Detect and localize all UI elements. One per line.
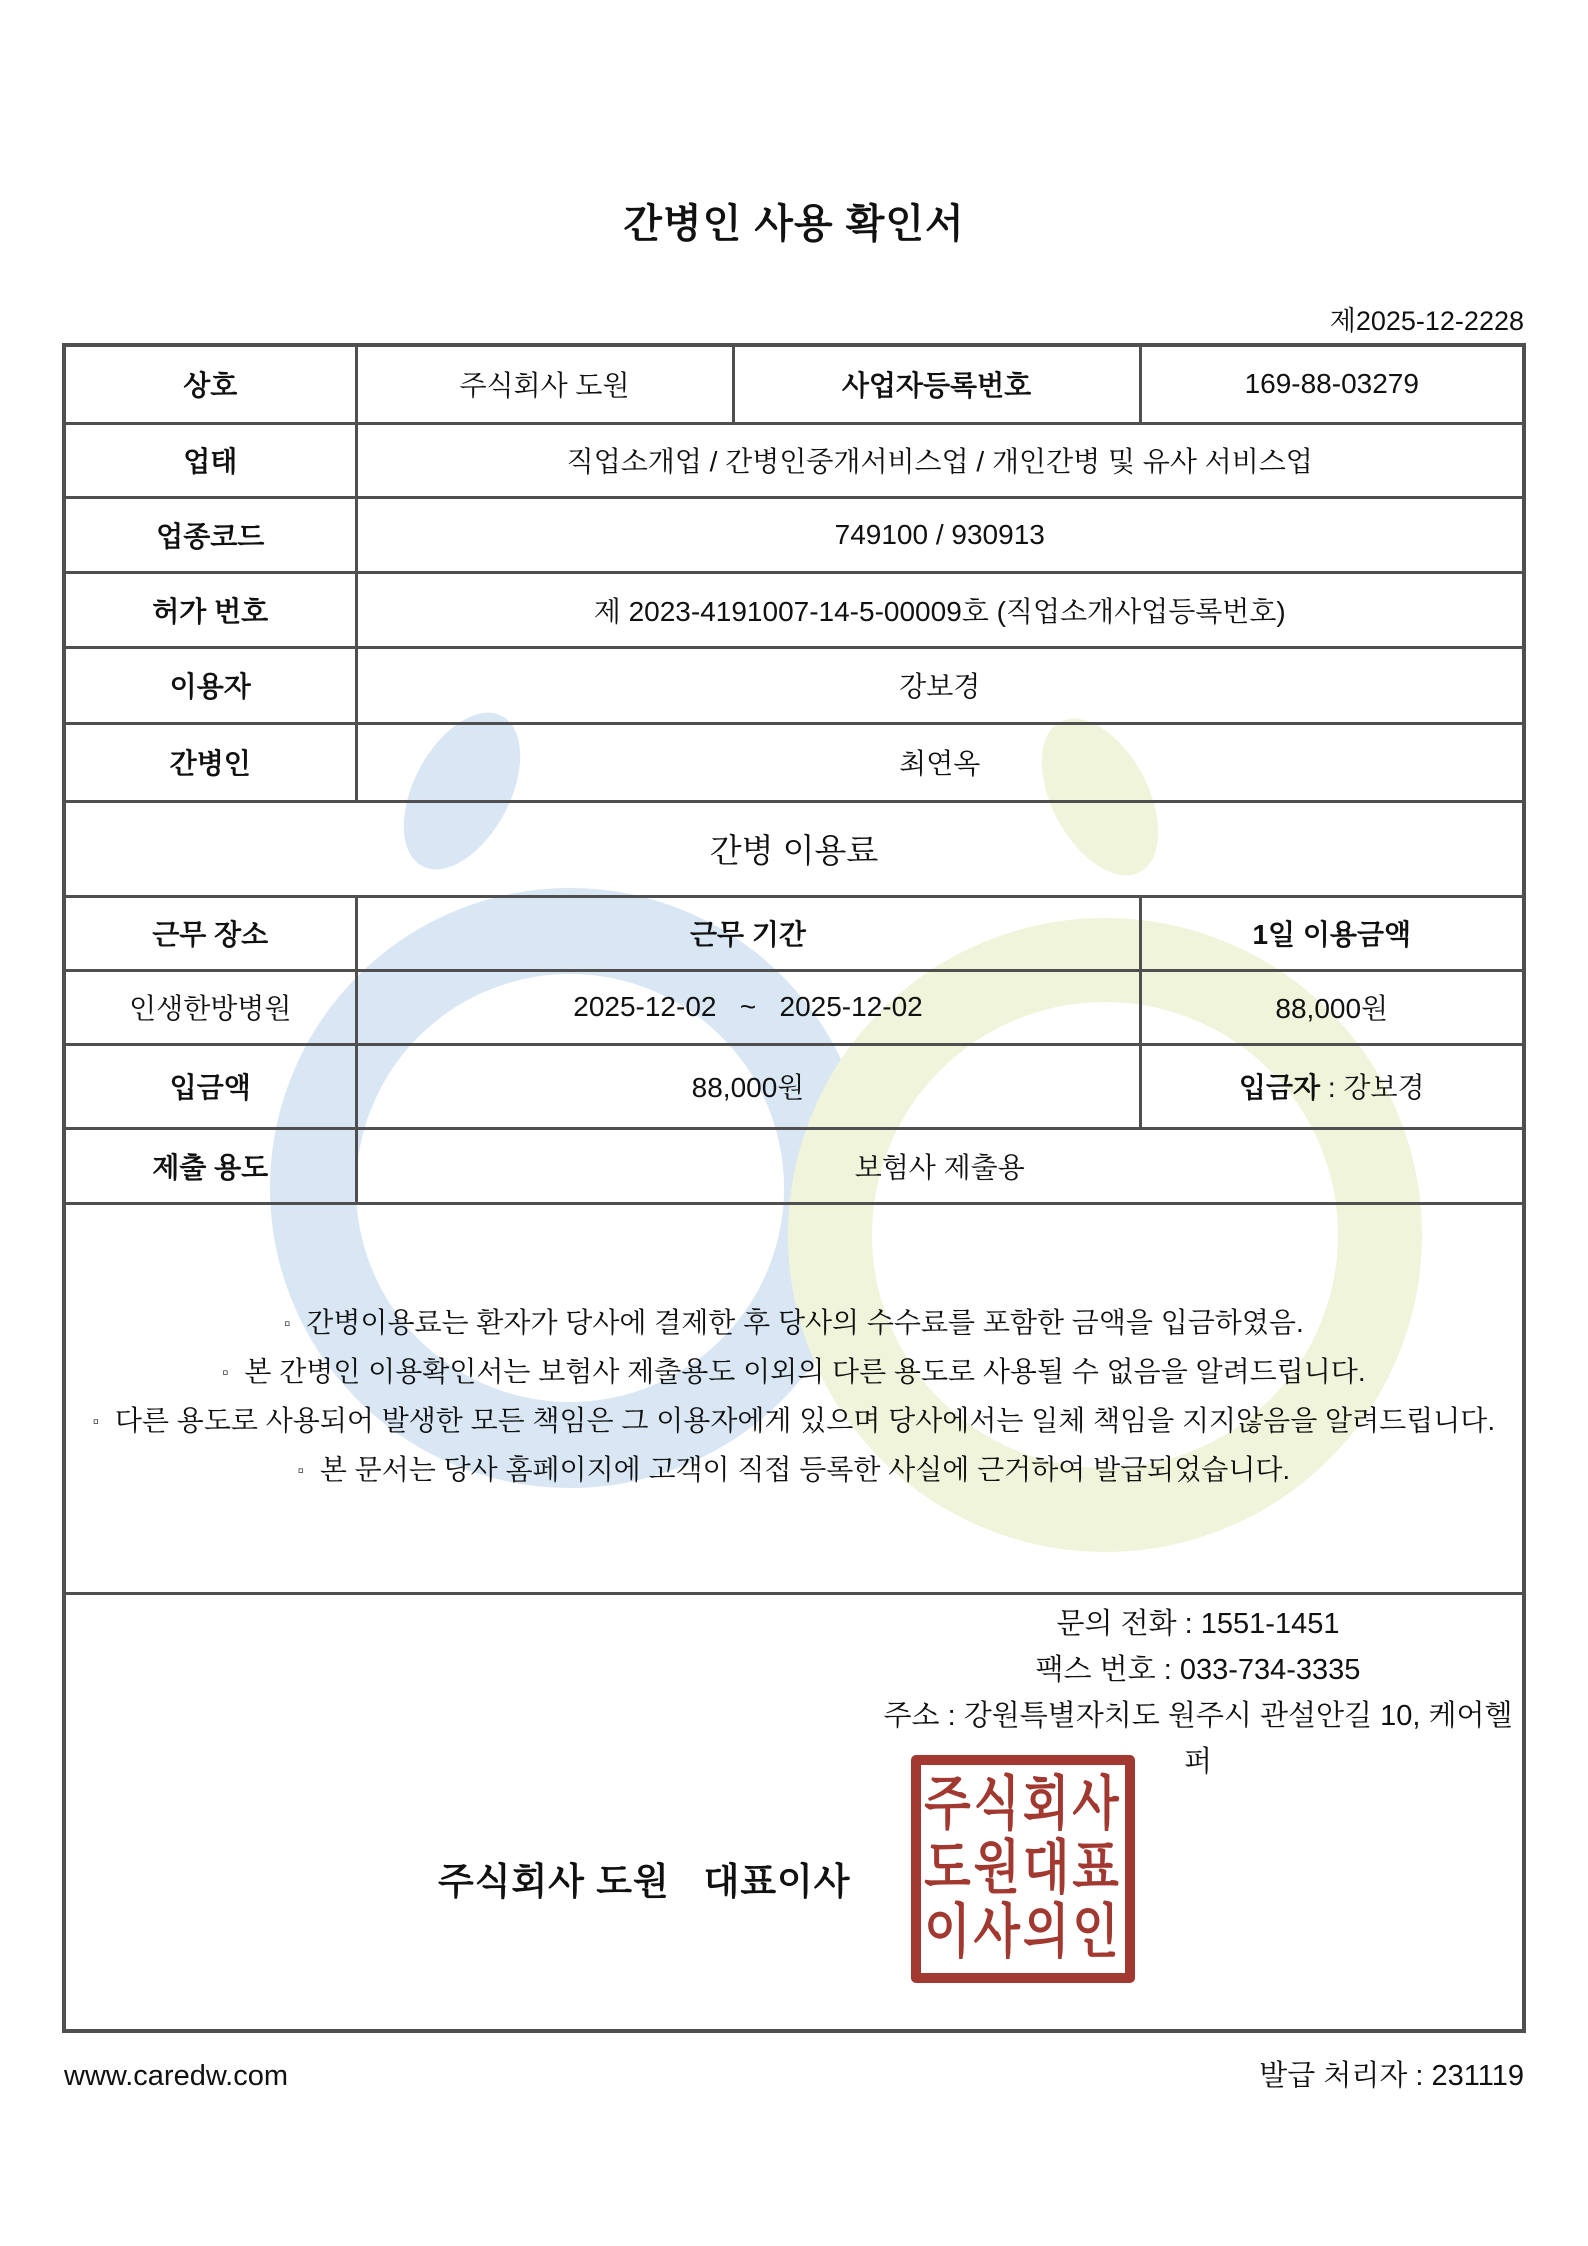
caregiver-value: 최연옥 bbox=[356, 723, 1524, 801]
corporate-seal-stamp bbox=[911, 1755, 1135, 1983]
contact-fax: 팩스 번호 : 033-734-3335 bbox=[1035, 1653, 1361, 1686]
page-title: 간병인 사용 확인서 bbox=[623, 202, 965, 246]
note-text: 간병이용료는 환자가 당사에 결제한 후 당사의 수수료를 포함한 금액을 입금하였음. bbox=[306, 1307, 1304, 1338]
depositor-name: 강보경 bbox=[1343, 1072, 1425, 1103]
daily-fee-header: 1일 이용금액 bbox=[1140, 896, 1524, 970]
table-row-caregiver bbox=[64, 723, 1524, 801]
square-bullet-icon: ▫ bbox=[284, 1314, 291, 1333]
company-value: 주식회사 도원 bbox=[356, 345, 733, 423]
depositor-cell bbox=[1140, 1044, 1524, 1128]
depositor-separator: : bbox=[1320, 1072, 1344, 1103]
user-label: 이용자 bbox=[64, 647, 356, 723]
note-item bbox=[72, 1447, 1516, 1496]
seal-text-line: 주식회사 bbox=[924, 1771, 1122, 1837]
company-signature-line: 주식회사 도원 대표이사 bbox=[438, 1860, 851, 1902]
footer-website: www.caredw.com bbox=[64, 2060, 289, 2092]
work-period-value: 2025-12-02 ~ 2025-12-02 bbox=[356, 970, 1140, 1044]
company-label: 상호 bbox=[64, 345, 356, 423]
table-row-fee-section-title bbox=[64, 801, 1524, 896]
note-text: 다른 용도로 사용되어 발생한 모든 책임은 그 이용자에게 있으며 당사에서는 일체 책임을 지지않음을 알려드립니다. bbox=[114, 1405, 1496, 1436]
business-reg-no-label: 사업자등록번호 bbox=[733, 345, 1140, 423]
industry-code-label: 업종코드 bbox=[64, 497, 356, 572]
note-text: 본 문서는 당사 홈페이지에 고객이 직접 등록한 사실에 근거하여 발급되었습니다. bbox=[319, 1454, 1291, 1485]
note-item bbox=[72, 1300, 1516, 1349]
permit-no-value: 제 2023-4191007-14-5-00009호 (직업소개사업등록번호) bbox=[356, 572, 1524, 647]
signature-box bbox=[64, 1593, 1524, 2031]
contact-address: 주소 : 강원특별자치도 원주시 관설안길 10, 케어헬퍼 bbox=[883, 1699, 1513, 1778]
notes-box bbox=[64, 1203, 1524, 1593]
table-row-signature bbox=[64, 1593, 1524, 2031]
table-row-user bbox=[64, 647, 1524, 723]
footer-issuer: 발급 처리자 : 231119 bbox=[1259, 2060, 1524, 2092]
table-row-purpose bbox=[64, 1128, 1524, 1203]
table-row-industry-code bbox=[64, 497, 1524, 572]
purpose-label: 제출 용도 bbox=[64, 1128, 356, 1203]
note-item bbox=[72, 1398, 1516, 1447]
table-row-notes bbox=[64, 1203, 1524, 1593]
daily-fee-value: 88,000원 bbox=[1140, 970, 1524, 1044]
square-bullet-icon: ▫ bbox=[222, 1363, 229, 1382]
user-value: 강보경 bbox=[356, 647, 1524, 723]
main-table bbox=[62, 343, 1526, 2033]
deposit-label: 입금액 bbox=[64, 1044, 356, 1128]
business-reg-no-value: 169-88-03279 bbox=[1140, 345, 1524, 423]
business-type-label: 업태 bbox=[64, 423, 356, 497]
fee-section-title: 간병 이용료 bbox=[64, 801, 1524, 896]
page-footer bbox=[64, 2053, 1524, 2094]
table-row-deposit bbox=[64, 1044, 1524, 1128]
seal-text-line: 이사의인 bbox=[924, 1899, 1122, 1965]
square-bullet-icon: ▫ bbox=[297, 1461, 304, 1480]
note-item bbox=[72, 1349, 1516, 1398]
table-row-fee-headers bbox=[64, 896, 1524, 970]
work-period-header: 근무 기간 bbox=[356, 896, 1140, 970]
work-place-value: 인생한방병원 bbox=[64, 970, 356, 1044]
purpose-value: 보험사 제출용 bbox=[356, 1128, 1524, 1203]
business-type-value: 직업소개업 / 간병인중개서비스업 / 개인간병 및 유사 서비스업 bbox=[356, 423, 1524, 497]
contact-phone: 문의 전화 : 1551-1451 bbox=[1056, 1607, 1340, 1640]
permit-no-label: 허가 번호 bbox=[64, 572, 356, 647]
deposit-amount: 88,000원 bbox=[356, 1044, 1140, 1128]
table-row-fee-values bbox=[64, 970, 1524, 1044]
work-place-header: 근무 장소 bbox=[64, 896, 356, 970]
caregiver-label: 간병인 bbox=[64, 723, 356, 801]
table-row-company bbox=[64, 345, 1524, 423]
document-number: 제2025-12-2228 bbox=[1329, 306, 1524, 336]
industry-code-value: 749100 / 930913 bbox=[356, 497, 1524, 572]
note-text: 본 간병인 이용확인서는 보험사 제출용도 이외의 다른 용도로 사용될 수 없음을 알려드립니다. bbox=[244, 1356, 1366, 1387]
depositor-label: 입금자 bbox=[1238, 1072, 1321, 1103]
square-bullet-icon: ▫ bbox=[92, 1412, 99, 1431]
table-row-business-type bbox=[64, 423, 1524, 497]
seal-text-line: 도원대표 bbox=[924, 1835, 1122, 1901]
table-row-permit-no bbox=[64, 572, 1524, 647]
